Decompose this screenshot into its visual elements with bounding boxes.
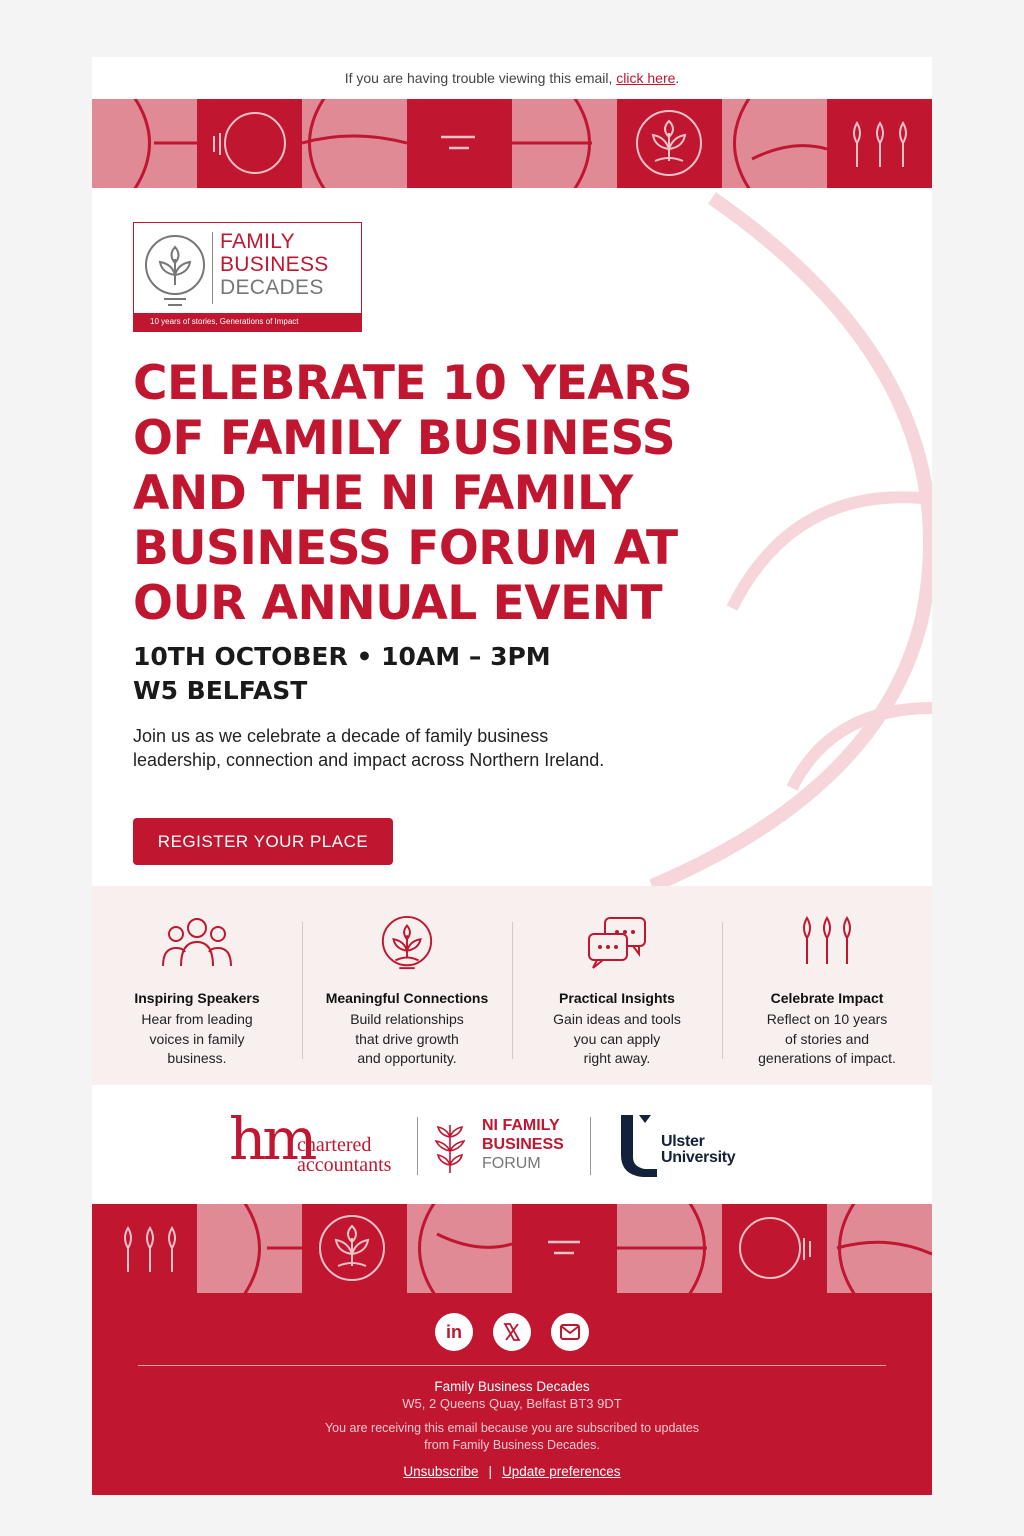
logo-word-business: BUSINESS: [220, 253, 329, 276]
x-icon[interactable]: [493, 1313, 531, 1351]
hero-section: [92, 188, 932, 886]
event-intro: Join us as we celebrate a decade of family business leadership, connection and impact across Northern Ireland.: [133, 726, 605, 770]
band-arc-tile: [302, 99, 407, 188]
feature-text: Build relationships that drive growth and opportunity.: [350, 1011, 464, 1066]
band-sprout-tile: [617, 99, 722, 188]
band-arc-tile: [722, 99, 827, 188]
ulster-logo-line2: University: [661, 1149, 736, 1166]
band-arc-tile: [92, 99, 197, 188]
ulster-university-logo: [617, 1113, 747, 1179]
feature-item: [92, 916, 302, 1085]
mail-icon[interactable]: [551, 1313, 589, 1351]
partner-logos: [92, 1085, 932, 1204]
hm-logo-line1: chartered: [297, 1134, 372, 1156]
band-arc-tile: [197, 1204, 302, 1293]
feature-title: Meaningful Connections: [325, 990, 489, 1006]
footer-links: [92, 1464, 932, 1479]
partner-divider: [590, 1117, 591, 1175]
feature-text: Hear from leading voices in family business.: [141, 1011, 253, 1066]
sprout-bulb-icon: [140, 227, 220, 317]
feature-item: [302, 916, 512, 1085]
update-preferences-link[interactable]: Update preferences: [501, 1464, 621, 1479]
band-arc-tile: [617, 1204, 722, 1293]
footer-divider: [138, 1365, 886, 1366]
footer-link-separator: |: [488, 1464, 492, 1479]
footer-org-name: Family Business Decades: [434, 1379, 590, 1394]
event-date-time: 10TH OCTOBER • 10AM – 3PM: [133, 642, 551, 671]
partner-divider: [417, 1117, 418, 1175]
ni-family-business-forum-logo: [430, 1117, 580, 1177]
feature-item: [722, 916, 932, 1085]
top-pattern-band: [92, 99, 932, 188]
band-circle-tile: [722, 1204, 827, 1293]
feature-text: Gain ideas and tools you can apply right away.: [553, 1011, 681, 1066]
band-torch-tile: [92, 1204, 197, 1293]
feature-title: Practical Insights: [559, 990, 675, 1006]
chat-bubbles-icon: [585, 916, 649, 972]
forum-leaf-icon: [430, 1117, 470, 1175]
logo-word-family: FAMILY: [220, 230, 295, 253]
click-here-link[interactable]: click here: [616, 70, 676, 86]
footer-address: W5, 2 Queens Quay, Belfast BT3 9DT: [402, 1396, 622, 1411]
event-details: [133, 640, 551, 708]
social-links: [92, 1313, 932, 1351]
band-arc-tile: [407, 1204, 512, 1293]
email-footer: [92, 1293, 932, 1495]
forum-logo-line3: FORUM: [482, 1155, 541, 1172]
band-torch-tile: [827, 99, 932, 188]
footer-subscription-note: You are receiving this email because you are subscribed to updates from Family Business Decades.: [324, 1421, 700, 1452]
torches-icon: [795, 916, 859, 972]
hm-logo-line2: accountants: [297, 1154, 392, 1176]
linkedin-icon[interactable]: [435, 1313, 473, 1351]
sprout-icon: [377, 916, 437, 972]
logo-tagline: 10 years of stories, Generations of Impact: [134, 313, 361, 331]
bottom-pattern-band: [92, 1204, 932, 1293]
band-arc-tile: [827, 1204, 932, 1293]
band-sprout-tile: [302, 1204, 407, 1293]
feature-title: Celebrate Impact: [770, 990, 884, 1006]
forum-logo-line2: BUSINESS: [482, 1136, 564, 1153]
band-dash-tile: [407, 99, 512, 188]
logo-divider: [212, 232, 213, 304]
hm-chartered-accountants-logo: [229, 1105, 409, 1177]
band-dash-tile: [512, 1204, 617, 1293]
unsubscribe-link[interactable]: Unsubscribe: [403, 1464, 479, 1479]
family-business-decades-logo: [133, 222, 362, 332]
band-arc-tile: [512, 99, 617, 188]
ulster-logo-line1: Ulster: [661, 1133, 705, 1150]
register-button[interactable]: REGISTER YOUR PLACE: [133, 818, 393, 865]
linkedin-icon-text: in: [446, 1321, 462, 1342]
band-circle-tile: [197, 99, 302, 188]
feature-item: [512, 916, 722, 1085]
features-row: [92, 886, 932, 1085]
forum-logo-line1: NI FAMILY: [482, 1117, 560, 1134]
view-in-browser-suffix: .: [675, 70, 680, 86]
feature-title: Inspiring Speakers: [134, 990, 260, 1006]
view-in-browser-text: If you are having trouble viewing this email,: [344, 70, 617, 86]
email-container: [92, 57, 932, 1495]
feature-text: Reflect on 10 years of stories and generations of impact.: [758, 1011, 896, 1066]
ulster-u-mark: [617, 1113, 657, 1177]
people-icon: [157, 916, 237, 972]
event-headline: CELEBRATE 10 YEARS OF FAMILY BUSINESS AND THE NI FAMILY BUSINESS FORUM AT OUR ANNUAL EVENT: [133, 356, 693, 631]
hm-logo-mark: hm: [229, 1105, 314, 1173]
view-in-browser-bar: [92, 57, 932, 99]
event-venue: W5 BELFAST: [133, 676, 308, 705]
logo-word-decades: DECADES: [220, 276, 324, 299]
